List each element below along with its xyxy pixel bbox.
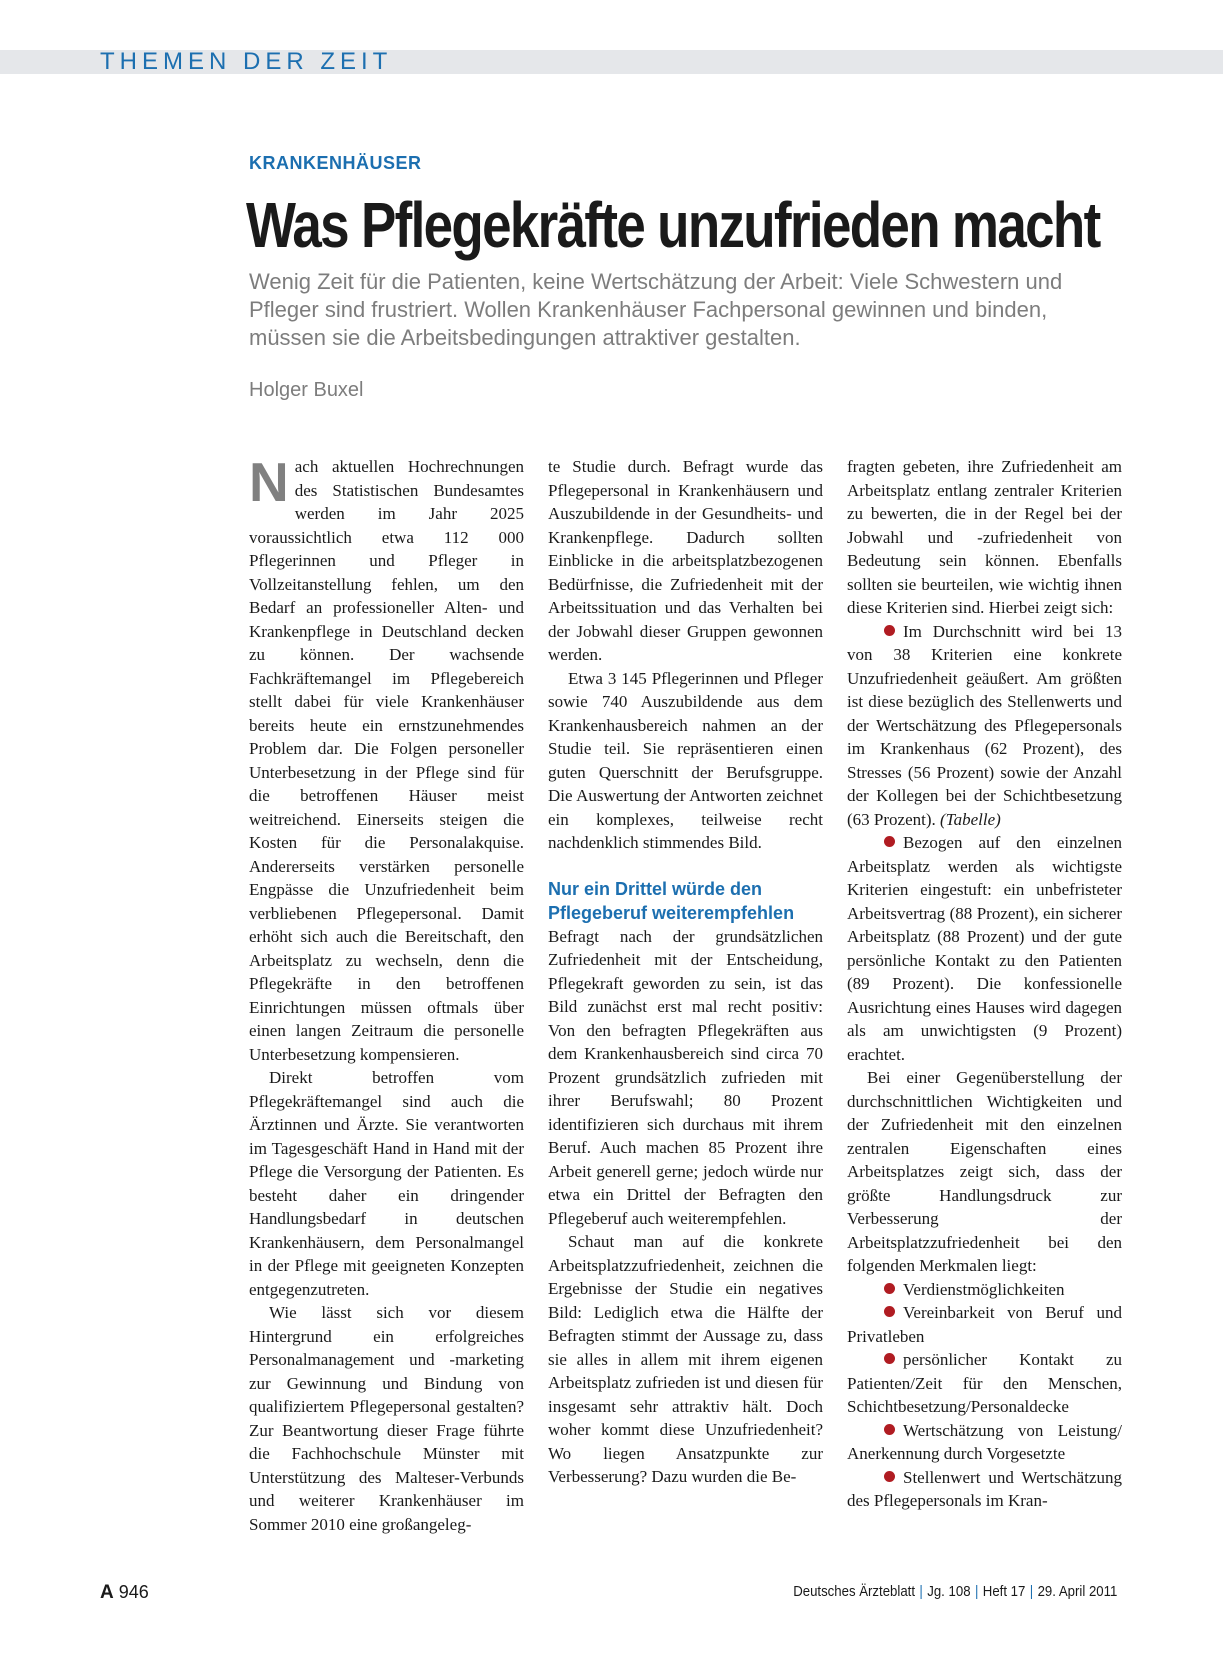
separator: | (974, 1583, 979, 1600)
bullet-icon (884, 1353, 895, 1364)
bullet-text: Bezogen auf den einzelnen Arbeitsplatz werden als wichtigste Kriterien eingestuft: ein unbefristeter Arbeitsvertrag (88 Prozent), ein sicherer Arbeitsplatz (88 Prozent) und der gute persönliche Kontakt zu den Patienten (89 Prozent). Die konfessionelle Ausrichtung eines Hauses wird dagegen als am unwichtigsten (9 Prozent) erachtet. (847, 833, 1122, 1064)
journal-name: Deutsches Ärzteblatt (792, 1583, 915, 1600)
paragraph: te Studie durch. Befragt wurde das Pflegepersonal in Krankenhäusern und Auszubildende in der Gesundheits- und Krankenpflege. Dadurch sollten Einblicke in die arbeitsplatzbezogenen Bedürfnisse, die Zufriedenheit mit der Arbeitssituation und das Verhalten bei der Jobwahl dieser Gruppen gewonnen werden. (548, 457, 823, 664)
author-name: Holger Buxel (249, 379, 364, 401)
bullet-paragraph (847, 831, 1122, 1066)
list-item (847, 1278, 1122, 1302)
list-item (847, 1419, 1122, 1466)
bullet-icon (884, 1283, 895, 1294)
paragraph: Direkt betroffen vom Pflegekräftemangel sind auch die Ärztinnen und Ärzte. Sie verantworten im Tagesgeschäft Hand in Hand mit der Pflege die Versorgung der Patienten. Es besteht daher ein dringender Handlungsbedarf in deutschen Krankenhäusern, dem Personalmangel in der Pflege mit geeigneten Konzepten entgegenzutreten. (249, 1068, 524, 1299)
article-lead: Wenig Zeit für die Patienten, keine Wertschätzung der Arbeit: Viele Schwestern und Pfleger sind frustriert. Wollen Krankenhäuser Fachpersonal gewinnen und binden, müssen sie die Arbeitsbedingungen attraktiver gestalten. (249, 269, 1063, 350)
list-item-text: Verdienstmöglichkeiten (903, 1279, 1065, 1299)
drop-cap: N (249, 451, 289, 513)
separator: | (1029, 1583, 1033, 1600)
list-item (847, 1348, 1122, 1419)
bullet-icon (884, 1424, 895, 1435)
subheading (548, 877, 823, 925)
paragraph: Schaut man auf die konkrete Arbeitsplatzzufriedenheit, zeichnen die Ergebnisse der Studie ein negatives Bild: Lediglich etwa die Hälfte der Befragten stimmt der Aussage zu, dass sie alles in allem mit ihrem eigenen Arbeitsplatz zufrieden ist und diesen für insgesamt sehr attraktiv hält. Doch woher kommt diese Unzufriedenheit? Wo liegen Ansatzpunkte zur Verbesserung? Dazu wurden die Be- (548, 1232, 823, 1486)
separator: | (919, 1583, 923, 1600)
bullet-icon (884, 836, 895, 847)
page-number-value: 946 (118, 1582, 149, 1602)
list-item-text: Vereinbarkeit von Beruf und Privatleben (847, 1303, 1122, 1346)
paragraph-text: ach aktuellen Hochrechnungen des Statistischen Bundesamtes werden im Jahr 2025 voraussichtlich etwa 112 000 Pflegerinnen und Pfleger in Vollzeitanstellung fehlen, um den Bedarf an professioneller Alten- und Krankenpflege in Deutschland decken zu können. Der wachsende Fachkräftemangel im Pflegebereich stellt dabei für viele Krankenhäuser bereits heute ein ernstzunehmendes Problem dar. Die Folgen personeller Unterbesetzung in der Pflege sind für die betroffenen Häuser meist weitreichend. Einerseits steigen die Kosten für die Personalakquise. Andererseits verstärken personelle Engpässe die Unzufriedenheit beim verbliebenen Pflegepersonal. Damit erhöht sich auch die Bereitschaft, den Arbeitsplatz zu wechseln, denn die Pflegekräfte in den betroffenen Einrichtungen müssen oftmals über einen langen Zeitraum die personelle Unterbesetzung kompensieren. (249, 457, 524, 1064)
bullet-icon (884, 1471, 895, 1482)
bullet-icon (884, 625, 895, 636)
list-item-text: Stellenwert und Wertschätzung des Pflegepersonals im Kran- (847, 1467, 1122, 1510)
journal-volume: Jg. 108 (926, 1583, 971, 1600)
paragraph: Etwa 3 145 Pflegerinnen und Pfleger sowie 740 Auszubildende aus dem Krankenhausbereich nahmen an der Studie teil. Sie repräsentieren einen guten Querschnitt der Berufsgruppe. Die Auswertung der Antworten zeichnet ein komplexes, teilweise recht nachdenklich stimmendes Bild. (548, 668, 823, 852)
list-item (847, 1466, 1122, 1513)
table-reference: (Tabelle) (940, 809, 1001, 829)
paragraph: Befragt nach der grundsätzlichen Zufriedenheit mit der Entscheidung, Pflegekraft geworden zu sein, ist das Bild zunächst erst mal recht positiv: Von den befragten Pflegekräften aus dem Krankenhausbereich sind circa 70 Prozent grundsätzlich zufrieden mit ihrer Berufswahl; 80 Prozent identifizieren sich durchaus mit ihrem Beruf. Auch machen 85 Prozent ihre Arbeit generell gerne; jedoch würde nur etwa ein Drittel der Befragten den Pflegeberuf auch weiterempfehlen. (548, 926, 823, 1228)
journal-info (793, 1582, 1117, 1602)
list-item-text: Wertschätzung von Leistung/ Anerkennung durch Vorgesetzte (847, 1420, 1122, 1463)
page-number (100, 1580, 149, 1605)
page-prefix: A (100, 1582, 114, 1603)
bullet-paragraph (847, 620, 1122, 832)
list-item (847, 1301, 1122, 1348)
section-label: THEMEN DER ZEIT (100, 48, 393, 75)
paragraph: Bei einer Gegenüberstellung der durchschnittlichen Wichtigkeiten und der Zufriedenheit mit den einzelnen zentralen Eigenschaften eines Arbeitsplatzes zeigt sich, dass der größte Handlungsdruck zur Verbesserung der Arbeitsplatzzufriedenheit bei den folgenden Merkmalen liegt: (847, 1068, 1122, 1275)
bullet-icon (884, 1306, 895, 1317)
kicker: KRANKENHÄUSER (249, 153, 422, 173)
paragraph (249, 451, 524, 1066)
subheading-line: Nur ein Drittel würde den (548, 878, 763, 899)
text-column-1 (249, 451, 524, 1536)
article-title: Was Pflegekräfte unzufrieden macht (246, 189, 1100, 261)
bullet-text: Im Durchschnitt wird bei 13 von 38 Kriterien eine konkrete Unzufriedenheit geäußert. Am größten ist diese bezüglich des Stellenwerts und der Wertschätzung des Pflegepersonals im Krankenhaus (62 Prozent), des Stresses (56 Prozent) sowie der Anzahl der Kollegen bei der Schichtbesetzung (63 Prozent). (847, 621, 1122, 829)
list-item-text: persönlicher Kontakt zu Patienten/Zeit für den Menschen, Schichtbesetzung/Personaldecke (847, 1350, 1122, 1416)
subheading-line: Pflegeberuf weiterempfehlen (548, 902, 795, 923)
journal-date: 29. April 2011 (1037, 1583, 1117, 1600)
journal-issue: Heft 17 (982, 1583, 1026, 1600)
paragraph: fragten gebeten, ihre Zufriedenheit am Arbeitsplatz entlang zentraler Kriterien zu bewerten, die in der Regel bei der Jobwahl und -zufriedenheit von Bedeutung sein können. Ebenfalls sollten sie beurteilen, wie wichtig ihnen diese Kriterien sind. Hierbei zeigt sich: (847, 457, 1122, 617)
text-column-3 (847, 455, 1122, 1513)
paragraph: Wie lässt sich vor diesem Hintergrund ein erfolgreiches Personalmanagement und -marketing zur Gewinnung und Bindung von qualifiziertem Pflegepersonal gestalten? Zur Beantwortung dieser Frage führte die Fachhochschule Münster mit Unterstützung des Malteser-Verbunds und weiterer Krankenhäuser im Sommer 2010 eine großangeleg- (249, 1303, 524, 1534)
text-column-2 (548, 455, 823, 1489)
